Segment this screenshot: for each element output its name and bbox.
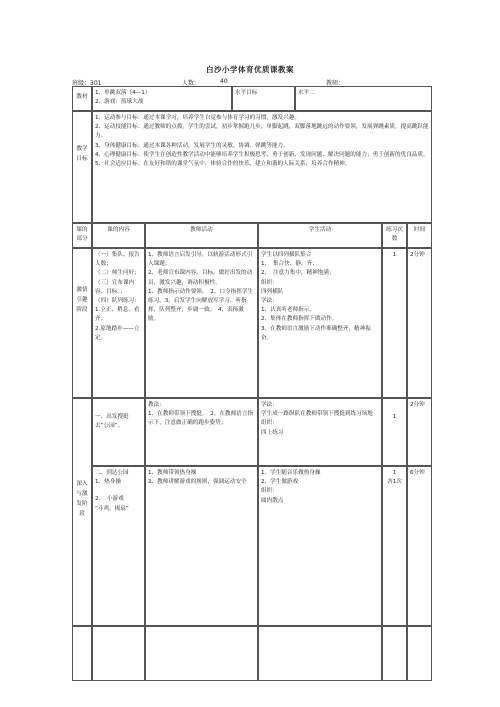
- student-line: 学法：: [261, 298, 278, 305]
- student-line: 2、集体在教师指挥下做动作。: [261, 316, 338, 323]
- continuation-times: [382, 626, 407, 681]
- count-value: 40: [220, 78, 228, 85]
- content-line: 二、到达公园: [95, 470, 129, 476]
- section-2-content: [92, 398, 145, 466]
- student-line: 组织：: [261, 488, 278, 495]
- continuation-content: [92, 626, 145, 681]
- content-line: 2、 小游戏: [95, 496, 124, 503]
- level-target: 水平目标: [232, 86, 295, 111]
- header-part: 课的部分: [72, 223, 92, 248]
- student-line: 学法：: [261, 402, 278, 408]
- student-line: 四上练习: [261, 429, 284, 436]
- section-3-times: [382, 466, 407, 626]
- lesson-table: [72, 86, 432, 686]
- teacher-line: 1、教师指示动作要领。 2、口令指挥学生练习。3、启发学生向解放军学习，听指挥，队列整齐，步调一致。 4、表扬激励。: [148, 288, 254, 323]
- objective-line: 2、运动技能目标：通过教师的点拨，学生的尝试，初步掌握跑几步，单脚起跳，双脚落地跳远的动作要领，发展弹跳素质，提高跳跃能力。: [95, 124, 429, 140]
- count-label: 人数:: [182, 80, 197, 87]
- section-2-teacher: [145, 398, 258, 466]
- student-line: 2、学生做游戏: [261, 479, 299, 486]
- teacher-label: 教师：: [326, 80, 345, 87]
- section-2-time: 2分钟: [407, 398, 432, 466]
- material-label: 教材: [72, 86, 92, 111]
- student-line: 1、学生随音乐做热身操: [261, 470, 321, 476]
- section-1-times: [382, 248, 407, 398]
- times-line: 各1次: [387, 479, 402, 486]
- header-teacher: 教师活动: [145, 223, 258, 248]
- content-line: 1、热身操: [95, 479, 121, 486]
- student-line: 1、认真听老师指示。: [261, 307, 315, 314]
- objective-line: 3、身体健康目标：通过本课各种活动，发展学生的灵敏、协调、弹跳等能力。: [95, 142, 289, 149]
- content-line: （三）宣布课内容、目标。；: [95, 279, 135, 295]
- teacher-line: 教法：: [148, 402, 165, 408]
- continuation-student: [258, 626, 382, 681]
- section-2-times: [382, 398, 407, 466]
- times-line: 1: [392, 470, 397, 476]
- section-1-teacher: [145, 248, 258, 398]
- objective-line: 4、心理健康目标：使学生在创造性教学活动中能够培养学生积极思考、勇于创新、发现问题、解决问题的能力；勇于创新的优良品质。: [95, 151, 429, 158]
- material-line: 1、单跳双落（4—1）: [95, 90, 151, 96]
- teacher-line: 2、老师宣布课内容、目标，做好出发的动员，激发兴趣，调动积极性。: [148, 270, 253, 286]
- objective-line: 1、运动参与目标：通过本课学习，培养学生自觉参与体育学习的习惯，激发兴趣。: [95, 115, 300, 121]
- objectives-label-text: 教学目标: [76, 146, 88, 162]
- continuation-teacher: [145, 626, 258, 681]
- student-line: 圆内散点: [261, 497, 284, 504]
- objectives-label: [72, 111, 92, 223]
- section-3-time: 6分钟: [407, 466, 432, 626]
- level-value: 水平二: [295, 86, 432, 111]
- page-title: 白沙小学体育优质课教案: [206, 65, 294, 74]
- continuation-part: [72, 626, 92, 681]
- section-2-student: [258, 398, 382, 466]
- content-line: （二）师生问好；: [95, 270, 140, 277]
- student-line: 四列横队: [261, 288, 284, 295]
- section-2-part-text: 深入与激发阶段: [76, 481, 88, 517]
- material-content: [92, 86, 232, 111]
- teacher-line: 2、教师讲解游戏的规则，强调运动安全: [148, 479, 247, 486]
- times-line: 1: [392, 414, 397, 420]
- section-3-student: [258, 466, 382, 626]
- section-1-content: [92, 248, 145, 398]
- teacher-line: 1、教师语言启发引导，以轨游活动形式引入课题；: [148, 252, 253, 268]
- student-line: 组织：: [261, 420, 278, 427]
- section-1-time: 2分钟: [407, 248, 432, 398]
- student-line: 3、在教师语言激励下动作准确整齐，精神振奋。: [261, 325, 371, 341]
- header-time: 时间: [407, 223, 432, 248]
- times-line: 1: [392, 252, 397, 258]
- content-line: “斗鸡、揭扇”: [95, 505, 129, 512]
- objectives-content: [92, 111, 432, 223]
- section-1-part-text: 激情引趣阶段: [76, 287, 88, 313]
- content-line: （四）队列练习：: [95, 298, 140, 305]
- teacher-line: 1、在教师带领下搜挺。 2、在教师语言指示下，注意做正确的跑步姿势。: [148, 411, 254, 427]
- teacher-line: 1、教师带领热身操: [148, 470, 197, 476]
- student-line: 1、 集合快、静、齐；: [261, 261, 318, 268]
- header-student: 学生活动: [258, 223, 382, 248]
- section-1-part: [72, 248, 92, 398]
- content-line: （一）集队、报告人数；: [95, 252, 140, 268]
- section-1-student: [258, 248, 382, 398]
- continuation-time: [407, 626, 432, 681]
- content-line: 一、出发搜挺去“公园”。: [95, 414, 129, 430]
- section-3-content: [92, 466, 145, 626]
- objective-line: 5、社会适应目标：在友好和谐的课堂气氛中，体验合作的快乐，建立和谐的人际关系，培养合作精神。: [95, 161, 351, 168]
- student-line: 学生以四列横队集合: [261, 252, 312, 258]
- header-content: 课的内容: [92, 223, 145, 248]
- content-line: 2.原地踏步——立定。: [95, 325, 140, 341]
- section-3-teacher: [145, 466, 258, 626]
- student-line: 组织：: [261, 279, 278, 286]
- header-times: 练习次数: [382, 223, 407, 248]
- content-line: 1.立正、稍息、看齐；: [95, 307, 140, 323]
- class-label: 班级：301: [72, 80, 102, 87]
- material-line: 2、游戏：篮球大战: [95, 99, 144, 106]
- student-line: 学生成一路纵队在教师带领下搜挺到练习场地: [261, 411, 373, 418]
- section-2-part: [72, 398, 92, 626]
- student-line: 2、 注意力集中，精神饱满；: [261, 270, 335, 277]
